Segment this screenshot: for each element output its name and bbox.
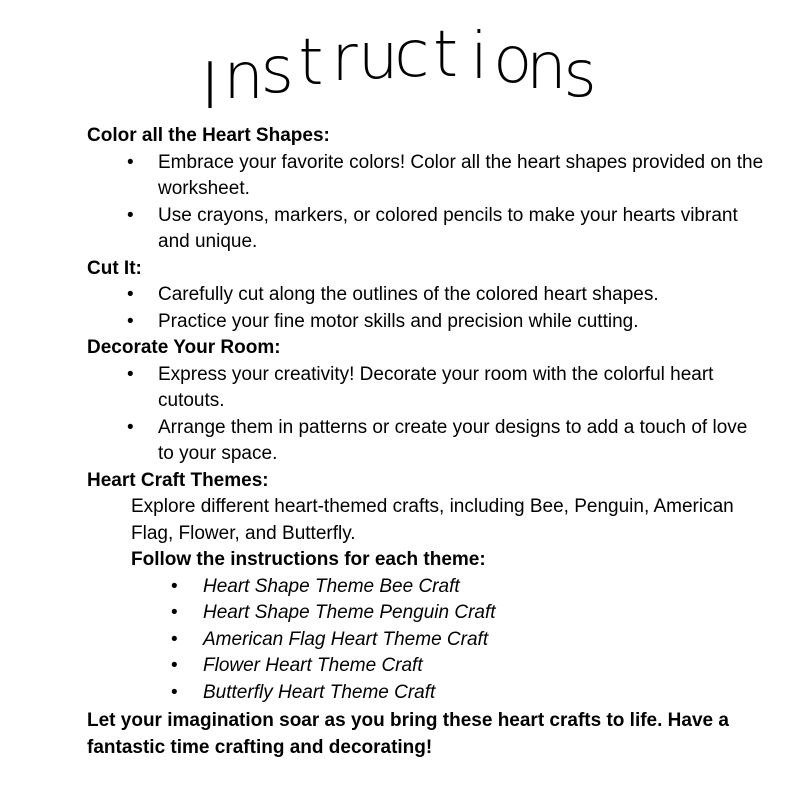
bullet-marker: • bbox=[171, 681, 178, 703]
section-list-color bbox=[87, 150, 767, 256]
list-item bbox=[87, 203, 767, 256]
list-item bbox=[87, 574, 767, 601]
section-heading-themes: Heart Craft Themes: bbox=[87, 469, 269, 491]
bullet-marker: • bbox=[127, 284, 134, 305]
bullet-marker: • bbox=[127, 151, 134, 173]
title-letter: I bbox=[200, 50, 220, 118]
title-letter: t bbox=[432, 18, 459, 92]
list-item bbox=[87, 680, 767, 707]
theme-item-text: American Flag Heart Theme Craft bbox=[203, 628, 489, 650]
title-letter: o bbox=[493, 24, 533, 98]
title-letter: n bbox=[526, 30, 567, 104]
themes-list bbox=[87, 574, 767, 707]
title-letter: u bbox=[357, 20, 399, 94]
list-item bbox=[87, 653, 767, 680]
closing-message: Let your imagination soar as you bring these heart crafts to life. Have a fantastic time crafting and decorating! bbox=[87, 710, 729, 758]
bullet-marker: • bbox=[127, 204, 134, 226]
list-item-text: Arrange them in patterns or create your designs to add a touch of love to your space. bbox=[158, 416, 748, 464]
bullet-marker: • bbox=[171, 628, 178, 650]
theme-item-text: Heart Shape Theme Penguin Craft bbox=[203, 602, 496, 623]
list-item bbox=[87, 415, 767, 468]
list-item-text: Practice your fine motor skills and precision while cutting. bbox=[158, 310, 639, 332]
list-item bbox=[87, 600, 767, 627]
bullet-marker: • bbox=[127, 310, 134, 332]
theme-item-text: Butterfly Heart Theme Craft bbox=[203, 681, 436, 703]
theme-item-text: Heart Shape Theme Bee Craft bbox=[203, 575, 460, 597]
list-item-text: Use crayons, markers, or colored pencils to make your hearts vibrant and unique. bbox=[158, 204, 738, 252]
title-letter: c bbox=[394, 18, 430, 92]
list-item-text: Express your creativity! Decorate your room with the colorful heart cutouts. bbox=[158, 363, 714, 411]
page-title bbox=[0, 18, 794, 118]
title-lettering bbox=[0, 18, 794, 118]
section-heading-color: Color all the Heart Shapes: bbox=[87, 125, 330, 146]
section-heading-cut: Cut It: bbox=[87, 257, 142, 279]
theme-item-text: Flower Heart Theme Craft bbox=[203, 655, 423, 676]
title-text bbox=[201, 18, 597, 118]
title-letter: r bbox=[331, 22, 358, 96]
list-item bbox=[87, 282, 767, 309]
themes-follow-heading: Follow the instructions for each theme: bbox=[131, 549, 486, 570]
list-item-text: Embrace your favorite colors! Color all the heart shapes provided on the worksheet. bbox=[158, 151, 764, 199]
bullet-marker: • bbox=[171, 602, 178, 623]
title-letter: s bbox=[260, 34, 294, 108]
section-list-decorate bbox=[87, 362, 767, 468]
list-item bbox=[87, 362, 767, 415]
instructions-body bbox=[87, 123, 767, 761]
section-list-cut bbox=[87, 282, 767, 335]
bullet-marker: • bbox=[171, 575, 178, 597]
bullet-marker: • bbox=[171, 655, 178, 676]
list-item bbox=[87, 150, 767, 203]
list-item bbox=[87, 627, 767, 654]
title-letter: n bbox=[223, 40, 264, 114]
title-letter: i bbox=[470, 20, 488, 94]
list-item-text: Carefully cut along the outlines of the colored heart shapes. bbox=[158, 284, 659, 305]
themes-intro: Explore different heart-themed crafts, including Bee, Penguin, American Flag, Flower, and Butterfly. bbox=[131, 496, 734, 544]
title-letter: t bbox=[298, 26, 324, 100]
section-heading-decorate: Decorate Your Room: bbox=[87, 337, 281, 358]
title-letter: s bbox=[563, 38, 597, 112]
list-item bbox=[87, 309, 767, 336]
bullet-marker: • bbox=[127, 363, 134, 385]
bullet-marker: • bbox=[127, 416, 134, 438]
